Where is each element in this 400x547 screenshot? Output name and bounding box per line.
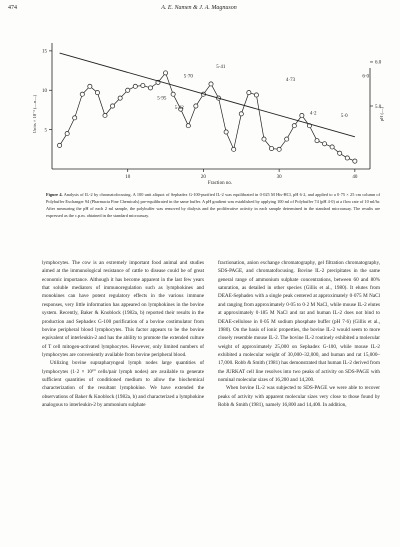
activity-point <box>118 96 122 100</box>
activity-point <box>285 137 289 141</box>
activity-point <box>80 92 84 96</box>
activity-point <box>338 151 342 155</box>
activity-point <box>194 104 198 108</box>
peak-annotation: 4·2 <box>309 111 317 117</box>
x-tick-label: 40 <box>352 175 358 180</box>
activity-point <box>73 116 77 120</box>
y-right-tick-label: 6.0 <box>375 60 382 66</box>
running-title: A. E. Namen & J. A. Magnuson <box>161 5 237 11</box>
activity-point <box>65 131 69 135</box>
chart-axes <box>52 43 370 169</box>
activity-point <box>224 130 228 134</box>
page-number: 474 <box>8 5 17 11</box>
chromatofocusing-chart <box>10 36 390 186</box>
activity-point <box>254 93 258 97</box>
ph-annotation: 5·0 <box>340 114 348 120</box>
activity-point <box>148 86 152 90</box>
activity-point <box>110 104 114 108</box>
activity-point <box>57 143 61 147</box>
chart-series <box>57 53 356 163</box>
activity-point <box>163 71 167 75</box>
activity-point <box>141 83 145 87</box>
y-tick-label: 15 <box>42 49 47 55</box>
body-left-column <box>42 259 204 409</box>
peak-annotation: 5·70 <box>183 74 193 80</box>
peak-annotation: 5·95 <box>157 96 167 102</box>
activity-point <box>88 84 92 88</box>
activity-point <box>209 82 213 86</box>
ph-annotation: 6·0 <box>362 74 369 80</box>
activity-point <box>232 147 236 151</box>
activity-point <box>300 113 304 117</box>
activity-point <box>269 146 273 150</box>
activity-point <box>126 88 130 92</box>
paragraph: When bovine IL-2 was subjected to SDS-PAGE we were able to recover peaks of activity with apparent molecular sizes very close to those found by Robb & Smith (1981), namely 16,800 and 14,400. In addition, <box>218 385 380 409</box>
activity-point <box>262 137 266 141</box>
x-tick-label: 20 <box>200 175 206 180</box>
x-tick-label: 10 <box>125 175 131 180</box>
peak-annotation: 5·82 <box>174 106 184 112</box>
caption-label: Figure 4. <box>46 192 63 197</box>
x-axis-label: Fraction no. <box>207 181 233 186</box>
y-right-axis-label: pH (—) <box>379 106 384 122</box>
activity-point <box>186 124 190 128</box>
peak-annotation: 4·73 <box>285 77 296 83</box>
y-axis-label: Units × 10⁻³ (—o—) <box>32 94 37 134</box>
ph-gradient-line <box>60 53 355 137</box>
paragraph: Utilizing bovine suprapharyngeal lymph nodes large quantities of lymphocytes (1·2 × 10¹⁰ cells/pair lymph nodes) are available to generate sufficient quantities of conditioned medium to allow the biochemical characterization of the resultant lymphokine. We have extended the observations of Baker & Knoblock (1982a, b) and characterized a lymphokine analogous to interleukin-2 by ammonium sulphate <box>42 360 204 409</box>
activity-point <box>292 124 296 128</box>
chart-ticks <box>42 50 382 180</box>
x-tick-label: 30 <box>276 175 282 180</box>
y-right-tick-label: 5.0 <box>375 104 382 110</box>
activity-point <box>345 156 349 160</box>
activity-point <box>277 147 281 151</box>
caption-text: Analysis of IL-2 by chromatofocusing. A 100 unit aliquot of Sephadex G-100-purified IL-2 was equilibrated in 0·025 M His-HCl, pH 6·2, and applied to a 0·75 × 25 cm column of Polybuffer Exchanger 94 (Pharmacia Fine Chemicals) pre-equilibrated in the same buffer. A pH gradient was established by applying 100 ml of Polybuffer 74 (pH 4·0) at a flow rate of 10 ml/hr. After measuring the pH of each 2 ml sample, the polybuffer was removed by dialysis and the proliferative activity in each sample determined in the standard microassay. The results are expressed as the c.p.m. obtained in the standard microassay. <box>46 192 381 218</box>
activity-point <box>95 91 99 95</box>
activity-point <box>353 159 357 163</box>
activity-point <box>103 113 107 117</box>
activity-point <box>330 145 334 149</box>
y-tick-label: 10 <box>42 89 47 95</box>
activity-point <box>322 142 326 146</box>
activity-point <box>247 91 251 95</box>
y-tick-label: 5 <box>44 128 47 134</box>
paragraph: fractionation, anion exchange chromatography, gel filtration chromatography, SDS-PAGE, and chromatofocusing. Bovine IL-2 precipitates in the same general range of ammonium sulphate concentrations, between 60 and 80% saturation, as detailed in other species (Gillis et al., 1980). It elutes from DEAE-Sephadex with a single peak centered at approximately 0·075 M NaCl and ranging from approximately 0·05 to 0·2 M NaCl, while mouse IL-2 elutes at approximately 0·185 M NaCl and rat and human IL-2 does not bind to DEAE-cellulose in 0·05 M sodium phosphate buffer (pH 7·6) (Gillis et al., 1980). On the basis of ionic properties, the bovine IL-2 would seem to more closely resemble mouse IL-2. The bovine IL-2 routinely exhibited a molecular weight of approximately 25,000 on Sephadex G-100, while mouse IL-2 exhibited a molecular weight of 30,000–32,000, and human and rat 15,000–17,000. Robb & Smith (1981) has demonstrated that human IL-2 derived from the JURKAT cell line resolves into two peaks of activity on SDS-PAGE with nominal molecular sizes of 16,200 and 14,200. <box>218 260 380 384</box>
body-right-column <box>218 259 380 409</box>
peak-annotation: 5·41 <box>216 65 226 71</box>
activity-point <box>171 92 175 96</box>
activity-point <box>239 112 243 116</box>
activity-point <box>315 139 319 143</box>
paragraph: lymphocytes. The cow is an extremely important food animal and studies aimed at the immunological resistance of cattle to disease could be of great economic importance. Although it has become apparent in the last few years that soluble mediators of immunoregulation such as lymphokines and monokines can have potent regulatory effects in the various immune responses, very little information has appeared on lymphokines in the bovine system. Recently, Baker & Knoblock (1982a, b) reported their results in the production and Sephadex G-100 purification of a bovine costimulator from bovine peripheral blood lymphocytes. This factor appears to be the bovine equivalent of interleukin-2 and has the ability to promote the extended culture of T cell mitogen-activated lymphocytes. However, only limited numbers of lymphocytes are conveniently available from bovine peripheral blood. <box>42 260 204 358</box>
figure-caption <box>46 192 380 220</box>
page-header <box>8 5 390 17</box>
activity-point <box>133 84 137 88</box>
